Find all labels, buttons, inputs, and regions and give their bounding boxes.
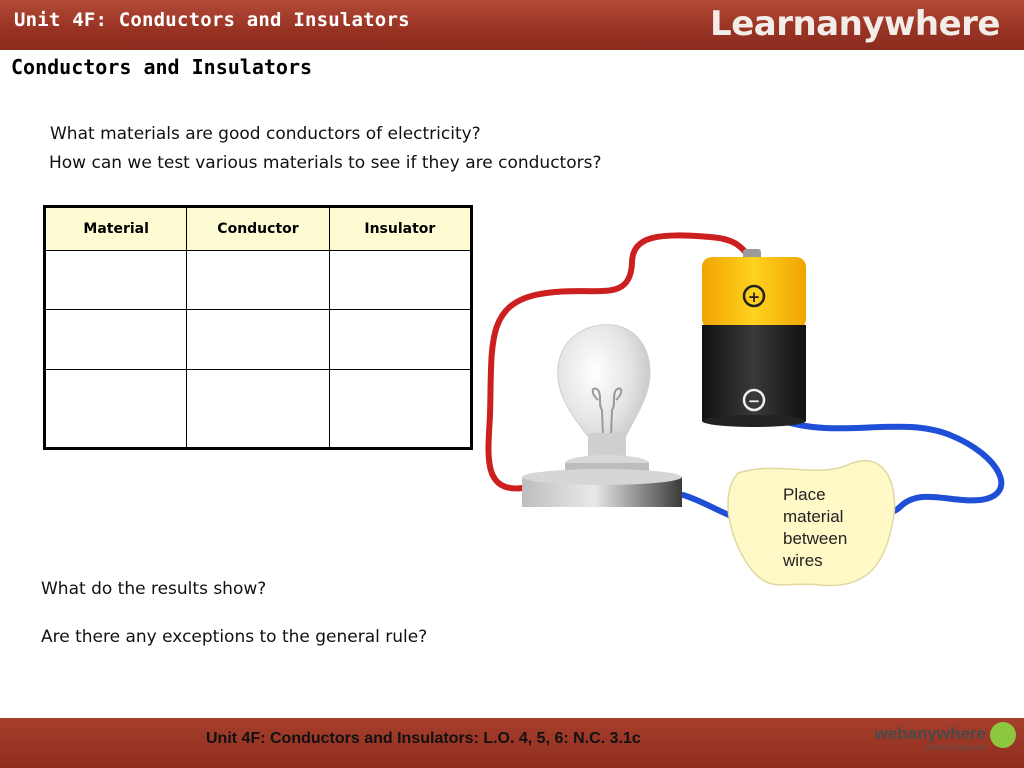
table-row	[45, 369, 472, 448]
circuit-diagram	[480, 225, 1020, 595]
footer-bar	[0, 718, 1024, 768]
light-bulb	[522, 325, 682, 507]
header-title: Unit 4F: Conductors and Insulators	[14, 9, 410, 31]
table-cell[interactable]	[187, 310, 329, 369]
battery	[702, 249, 806, 427]
column-header-material: Material	[45, 207, 187, 251]
follow-up-question-2: Are there any exceptions to the general rule?	[41, 627, 428, 647]
material-label-line-2: material	[783, 507, 844, 526]
footer-text: Unit 4F: Conductors and Insulators: L.O. 4, 5, 6: N.C. 3.1c	[206, 730, 641, 747]
table-cell[interactable]	[329, 369, 471, 448]
table-row	[45, 310, 472, 369]
question-2: How can we test various materials to see if they are conductors?	[49, 153, 602, 173]
question-1: What materials are good conductors of electricity?	[50, 124, 481, 144]
table-row	[45, 251, 472, 310]
page-title: Conductors and Insulators	[11, 55, 313, 79]
table-cell[interactable]	[45, 310, 187, 369]
leaf-logo-icon	[990, 722, 1016, 748]
table-cell[interactable]	[45, 369, 187, 448]
results-table	[43, 205, 473, 450]
material-label-line-4: wires	[783, 551, 823, 570]
brand-logo: Learnanywhere	[710, 4, 1000, 44]
table-cell[interactable]	[45, 251, 187, 310]
follow-up-question-1: What do the results show?	[41, 579, 267, 599]
table-cell[interactable]	[187, 369, 329, 448]
minus-symbol: −	[747, 392, 761, 410]
column-header-conductor: Conductor	[187, 207, 329, 251]
table-cell[interactable]	[329, 251, 471, 310]
plus-symbol: +	[747, 288, 761, 306]
material-label-line-1: Place	[783, 485, 826, 504]
material-label-line-3: between	[783, 529, 848, 548]
header-bar	[0, 0, 1024, 50]
column-header-insulator: Insulator	[329, 207, 471, 251]
footer-tagline: stretch beyond	[925, 743, 986, 752]
table-cell[interactable]	[187, 251, 329, 310]
table-cell[interactable]	[329, 310, 471, 369]
footer-logo: webanywhere	[874, 724, 986, 743]
table-header-row	[45, 207, 472, 251]
